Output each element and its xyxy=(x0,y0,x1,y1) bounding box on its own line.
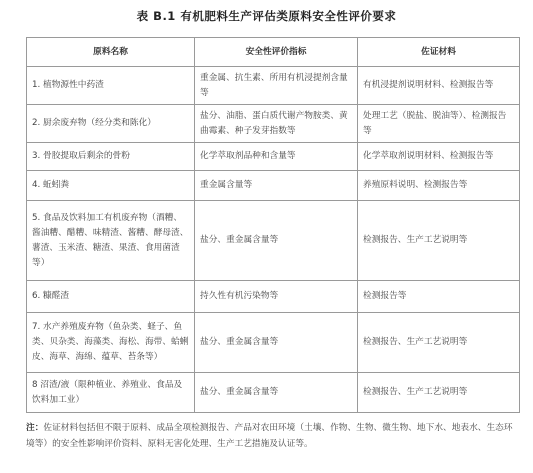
table-row xyxy=(27,105,520,143)
indicator-cell: 盐分、重金属含量等 xyxy=(195,373,358,413)
safety-requirements-table xyxy=(26,37,520,413)
table-note xyxy=(26,420,519,452)
evidence-cell: 检测报告、生产工艺说明等 xyxy=(358,201,520,281)
material-name-cell: 4. 蚯蚓粪 xyxy=(27,171,195,201)
table-row xyxy=(27,201,520,281)
table-row xyxy=(27,281,520,313)
material-name-cell: 7. 水产养殖废弃物（鱼杂类、蛏子、鱼类、贝杂类、海藻类、海松、海带、蛤蜊皮、海草、海绵、蕴草、苔条等） xyxy=(27,313,195,373)
material-name-cell: 8 沼渣/液（限种植业、养殖业、食品及饮料加工业） xyxy=(27,373,195,413)
table-row xyxy=(27,373,520,413)
indicator-cell: 盐分、油脂、蛋白质代谢产物胺类、黄曲霉素、种子发芽指数等 xyxy=(195,105,358,143)
note-text: 佐证材料包括但不限于原料、成品全项检测报告、产品对农田环境（土壤、作物、生物、微生物、地下水、地表水、生态环境等）的安全性影响评价资料、原料无害化处理、生产工艺措施及认证等。 xyxy=(26,423,513,449)
table-title: 表 B.1 有机肥料生产评估类原料安全性评价要求 xyxy=(136,9,397,23)
indicator-cell: 盐分、重金属含量等 xyxy=(195,313,358,373)
material-name-cell: 5. 食品及饮料加工有机废弃物（酒糟、酱油糟、醋糟、味精渣、酱糟、酵母渣、薯渣、玉米渣、糖渣、果渣、食用菌渣等） xyxy=(27,201,195,281)
evidence-cell: 处理工艺（脱盐、脱油等）、检测报告等 xyxy=(358,105,520,143)
header-evidence: 佐证材料 xyxy=(358,38,520,67)
material-name-cell: 3. 骨胶提取后剩余的骨粉 xyxy=(27,143,195,171)
table-row xyxy=(27,67,520,105)
indicator-cell: 重金属、抗生素、所用有机浸提剂含量等 xyxy=(195,67,358,105)
header-material-name: 原料名称 xyxy=(27,38,195,67)
indicator-cell: 化学萃取剂品种和含量等 xyxy=(195,143,358,171)
evidence-cell: 养殖原料说明、检测报告等 xyxy=(358,171,520,201)
material-name-cell: 1. 植物源性中药渣 xyxy=(27,67,195,105)
indicator-cell: 重金属含量等 xyxy=(195,171,358,201)
table-row xyxy=(27,143,520,171)
header-safety-indicator: 安全性评价指标 xyxy=(195,38,358,67)
evidence-cell: 检测报告、生产工艺说明等 xyxy=(358,313,520,373)
evidence-cell: 检测报告、生产工艺说明等 xyxy=(358,373,520,413)
table-header-row xyxy=(27,38,520,67)
evidence-cell: 检测报告等 xyxy=(358,281,520,313)
indicator-cell: 盐分、重金属含量等 xyxy=(195,201,358,281)
note-label: 注： xyxy=(26,423,44,433)
material-name-cell: 2. 厨余废弃物（经分类和陈化） xyxy=(27,105,195,143)
table-row xyxy=(27,313,520,373)
evidence-cell: 有机浸提剂说明材料、检测报告等 xyxy=(358,67,520,105)
indicator-cell: 持久性有机污染物等 xyxy=(195,281,358,313)
evidence-cell: 化学萃取剂说明材料、检测报告等 xyxy=(358,143,520,171)
material-name-cell: 6. 糠醛渣 xyxy=(27,281,195,313)
table-row xyxy=(27,171,520,201)
